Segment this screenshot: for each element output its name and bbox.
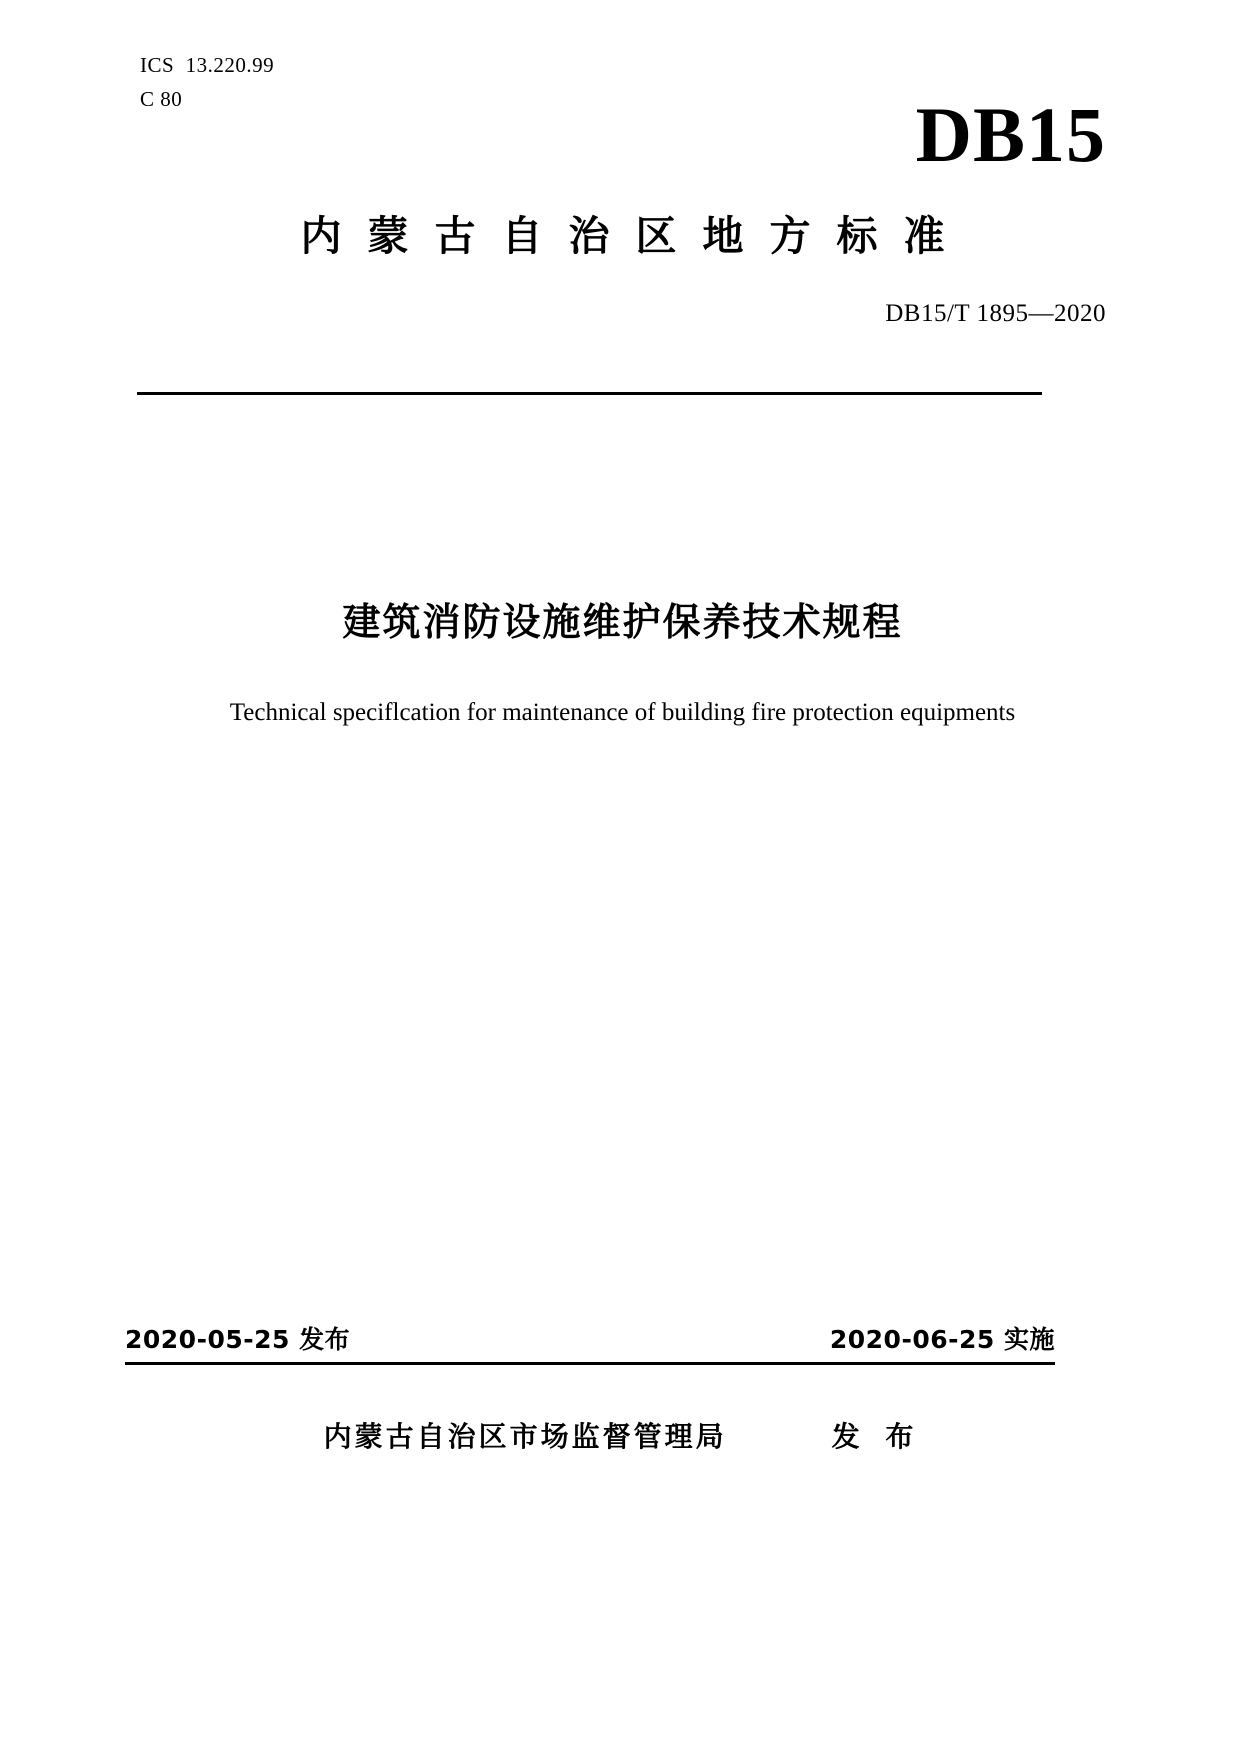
date-row [125, 1320, 1055, 1356]
standard-type-title: 内蒙古自治区地方标准 [300, 212, 971, 260]
publish-verb: 发 布 [831, 1420, 922, 1453]
publisher-row [140, 1415, 1105, 1455]
header-divider [137, 392, 1042, 395]
issue-date: 2020-05-25 发布 [125, 1325, 351, 1354]
publisher-name: 内蒙古自治区市场监督管理局 [323, 1420, 727, 1453]
document-title-chinese: 建筑消防设施维护保养技术规程 [342, 600, 903, 644]
footer-divider [125, 1362, 1055, 1365]
effective-date: 2020-06-25 实施 [829, 1325, 1055, 1354]
standard-number: DB15/T 1895—2020 [885, 300, 1106, 327]
ics-code: ICS 13.220.99 [140, 53, 275, 77]
document-title-english: Technical speciflcation for maintenance of building fire protection equipments [229, 699, 1016, 726]
standard-series-logo: DB15 [915, 91, 1106, 178]
ics-classification-block [140, 48, 274, 116]
ccs-code: C 80 [140, 87, 183, 111]
